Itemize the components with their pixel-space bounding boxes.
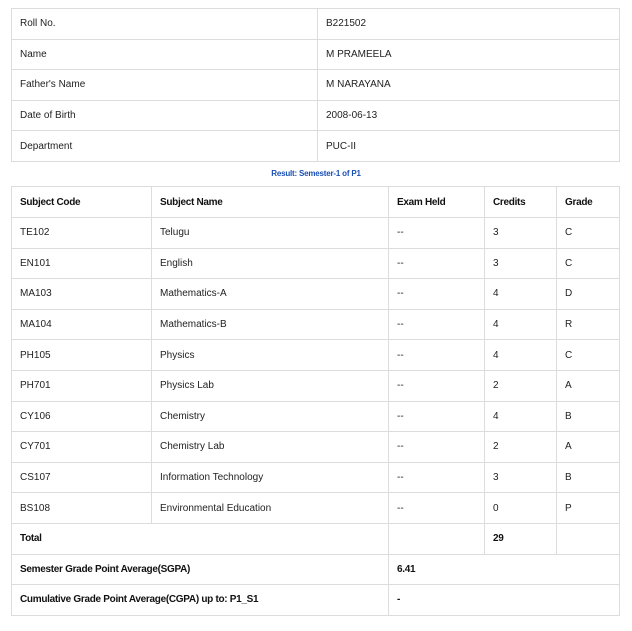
subject-row: [12, 309, 620, 340]
total-label: Total: [12, 523, 389, 554]
credits: 0: [485, 493, 557, 524]
subject-code: MA103: [12, 279, 152, 310]
subject-row: [12, 462, 620, 493]
subject-code: CY106: [12, 401, 152, 432]
grade: D: [557, 279, 620, 310]
total-credits: 29: [485, 523, 557, 554]
exam-held: --: [389, 279, 485, 310]
exam-held: --: [389, 340, 485, 371]
subject-row: [12, 432, 620, 463]
grade: C: [557, 248, 620, 279]
subject-row: [12, 493, 620, 524]
credits: 2: [485, 370, 557, 401]
info-label: Name: [12, 39, 318, 70]
grade: C: [557, 218, 620, 249]
subject-name: Environmental Education: [152, 493, 389, 524]
info-label: Date of Birth: [12, 100, 318, 131]
header-exam-held: Exam Held: [389, 187, 485, 218]
total-exam-held: [389, 523, 485, 554]
subject-name: English: [152, 248, 389, 279]
info-value: B221502: [318, 9, 620, 40]
credits: 3: [485, 248, 557, 279]
subject-name: Physics: [152, 340, 389, 371]
info-value: M PRAMEELA: [318, 39, 620, 70]
credits: 2: [485, 432, 557, 463]
grade: A: [557, 370, 620, 401]
sgpa-label: Semester Grade Point Average(SGPA): [12, 554, 389, 585]
subject-name: Mathematics-A: [152, 279, 389, 310]
credits: 4: [485, 279, 557, 310]
grade: A: [557, 432, 620, 463]
cgpa-row: [12, 585, 620, 616]
cgpa-label: Cumulative Grade Point Average(CGPA) up to: P1_S1: [12, 585, 389, 616]
exam-held: --: [389, 370, 485, 401]
credits: 4: [485, 340, 557, 371]
result-title: Result: Semester-1 of P1: [271, 169, 361, 178]
subject-row: [12, 401, 620, 432]
grade: B: [557, 401, 620, 432]
exam-held: --: [389, 432, 485, 463]
subject-code: PH105: [12, 340, 152, 371]
info-row-name: [12, 39, 620, 70]
subject-row: [12, 248, 620, 279]
header-credits: Credits: [485, 187, 557, 218]
credits: 4: [485, 401, 557, 432]
subject-code: MA104: [12, 309, 152, 340]
total-grade: [557, 523, 620, 554]
grade: R: [557, 309, 620, 340]
info-row-date-of-birth: [12, 100, 620, 131]
subject-name: Information Technology: [152, 462, 389, 493]
info-value: 2008-06-13: [318, 100, 620, 131]
credits: 4: [485, 309, 557, 340]
grade: C: [557, 340, 620, 371]
subject-row: [12, 279, 620, 310]
subject-name: Mathematics-B: [152, 309, 389, 340]
subject-name: Chemistry Lab: [152, 432, 389, 463]
subject-code: EN101: [12, 248, 152, 279]
subject-row: [12, 218, 620, 249]
subject-name: Telugu: [152, 218, 389, 249]
grade: P: [557, 493, 620, 524]
header-subject-code: Subject Code: [12, 187, 152, 218]
info-label: Roll No.: [12, 9, 318, 40]
exam-held: --: [389, 309, 485, 340]
subject-name: Chemistry: [152, 401, 389, 432]
subject-name: Physics Lab: [152, 370, 389, 401]
subject-code: TE102: [12, 218, 152, 249]
info-label: Department: [12, 131, 318, 162]
grade: B: [557, 462, 620, 493]
credits: 3: [485, 218, 557, 249]
info-value: PUC-II: [318, 131, 620, 162]
header-grade: Grade: [557, 187, 620, 218]
subject-code: PH701: [12, 370, 152, 401]
credits: 3: [485, 462, 557, 493]
exam-held: --: [389, 493, 485, 524]
info-label: Father's Name: [12, 70, 318, 101]
info-row-fathers-name: [12, 70, 620, 101]
exam-held: --: [389, 218, 485, 249]
subject-code: CS107: [12, 462, 152, 493]
exam-held: --: [389, 248, 485, 279]
subject-code: BS108: [12, 493, 152, 524]
info-row-department: [12, 131, 620, 162]
total-row: [12, 523, 620, 554]
exam-held: --: [389, 401, 485, 432]
info-row-roll-no: [12, 9, 620, 40]
exam-held: --: [389, 462, 485, 493]
results-table: [11, 186, 620, 616]
results-header-row: [12, 187, 620, 218]
cgpa-value: -: [389, 585, 620, 616]
subject-row: [12, 340, 620, 371]
info-value: M NARAYANA: [318, 70, 620, 101]
student-info-table: [11, 8, 620, 162]
sgpa-value: 6.41: [389, 554, 620, 585]
subject-row: [12, 370, 620, 401]
header-subject-name: Subject Name: [152, 187, 389, 218]
subject-code: CY701: [12, 432, 152, 463]
sgpa-row: [12, 554, 620, 585]
